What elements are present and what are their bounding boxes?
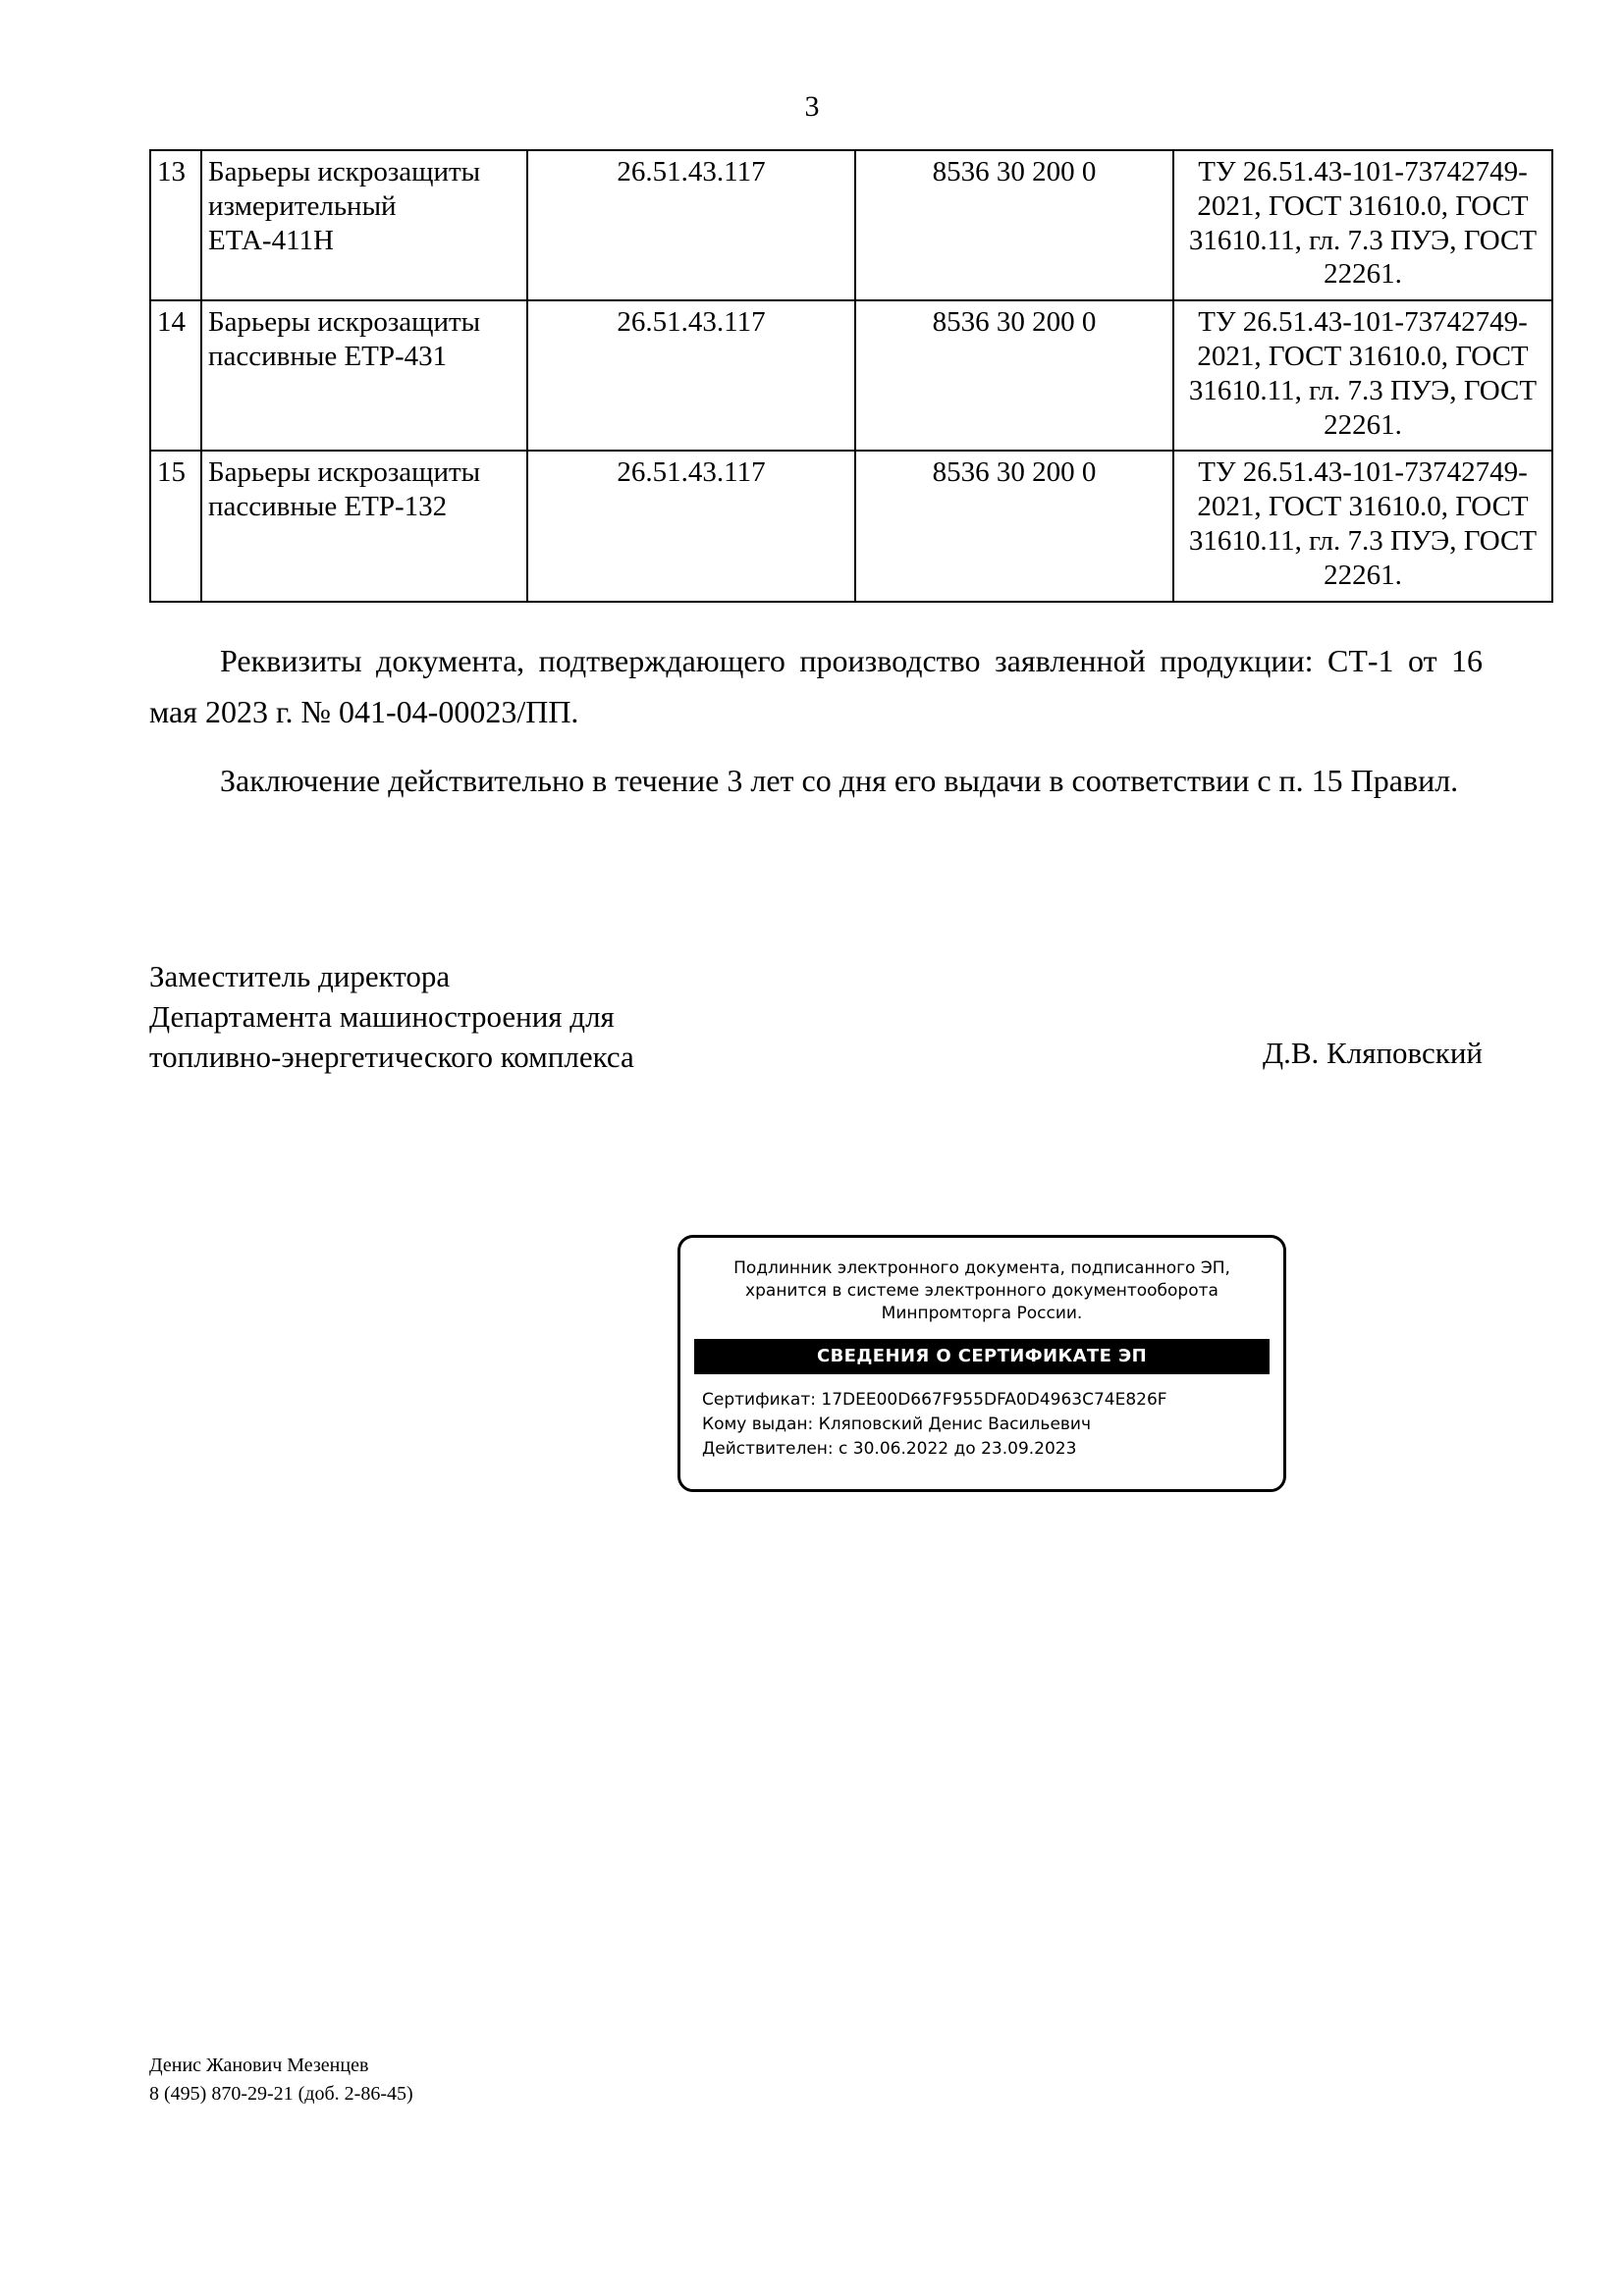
product-name: Барьеры искрозащиты пассивные ЕТР-132 [201, 451, 527, 601]
table-row [150, 451, 1552, 601]
stamp-header [680, 1238, 1283, 1325]
paragraph-validity-text: Заключение действительно в течение 3 лет со дня его выдачи в соответствии с п. 15 Правил. [220, 763, 1459, 798]
contact-phone: 8 (495) 870-29-21 (доб. 2-86-45) [149, 2083, 413, 2105]
tnved-code: 8536 30 200 0 [855, 300, 1173, 451]
stamp-validity: Действителен: с 30.06.2022 до 23.09.2023 [702, 1438, 1077, 1459]
row-number: 14 [150, 300, 201, 451]
stamp-issued-to: Кому выдан: Кляповский Денис Васильевич [702, 1414, 1092, 1434]
normative-documents: ТУ 26.51.43-101-73742749-2021, ГОСТ 31610.0, ГОСТ 31610.11, гл. 7.3 ПУЭ, ГОСТ 22261. [1173, 150, 1552, 300]
row-number: 15 [150, 451, 201, 601]
electronic-signature-stamp [677, 1235, 1286, 1492]
signature-block [149, 957, 1483, 1078]
stamp-details [680, 1374, 1283, 1461]
signer-position-line-3: топливно-энергетического комплекса [149, 1039, 634, 1074]
stamp-title-bar: СВЕДЕНИЯ О СЕРТИФИКАТЕ ЭП [694, 1339, 1270, 1374]
okpd-code: 26.51.43.117 [527, 451, 855, 601]
stamp-header-line-1: Подлинник электронного документа, подписанного ЭП, [733, 1258, 1230, 1278]
paragraph-requisites [149, 636, 1483, 738]
stamp-header-line-3: Минпромторга России. [881, 1304, 1083, 1324]
stamp-header-line-2: хранится в системе электронного документооборота [745, 1281, 1218, 1302]
normative-documents: ТУ 26.51.43-101-73742749-2021, ГОСТ 31610.0, ГОСТ 31610.11, гл. 7.3 ПУЭ, ГОСТ 22261. [1173, 451, 1552, 601]
tnved-code: 8536 30 200 0 [855, 150, 1173, 300]
contact-name: Денис Жанович Мезенцев [149, 2055, 369, 2076]
paragraph-validity [149, 756, 1483, 807]
signer-position-line-1: Заместитель директора [149, 959, 451, 993]
tnved-code: 8536 30 200 0 [855, 451, 1173, 601]
okpd-code: 26.51.43.117 [527, 150, 855, 300]
signer-position-line-2: Департамента машиностроения для [149, 998, 615, 1034]
table-row [150, 150, 1552, 300]
product-table [149, 149, 1553, 603]
page-number: 3 [804, 90, 820, 123]
paragraph-requisites-text: Реквизиты документа, подтверждающего производство заявленной продукции: СТ-1 от 16 мая 2023 г. № 041-04-00023/ПП. [149, 643, 1483, 729]
product-name: Барьеры искрозащиты пассивные ЕТР-431 [201, 300, 527, 451]
table-row [150, 300, 1552, 451]
product-name: Барьеры искрозащиты измерительный ЕТА-411Н [201, 150, 527, 300]
okpd-code: 26.51.43.117 [527, 300, 855, 451]
stamp-certificate: Сертификат: 17DEE00D667F955DFA0D4963C74E826F [702, 1390, 1167, 1411]
signer-name: Д.В. Кляповский [1262, 1036, 1483, 1070]
normative-documents: ТУ 26.51.43-101-73742749-2021, ГОСТ 31610.0, ГОСТ 31610.11, гл. 7.3 ПУЭ, ГОСТ 22261. [1173, 300, 1552, 451]
row-number: 13 [150, 150, 201, 300]
footer-contact [149, 2052, 413, 2109]
